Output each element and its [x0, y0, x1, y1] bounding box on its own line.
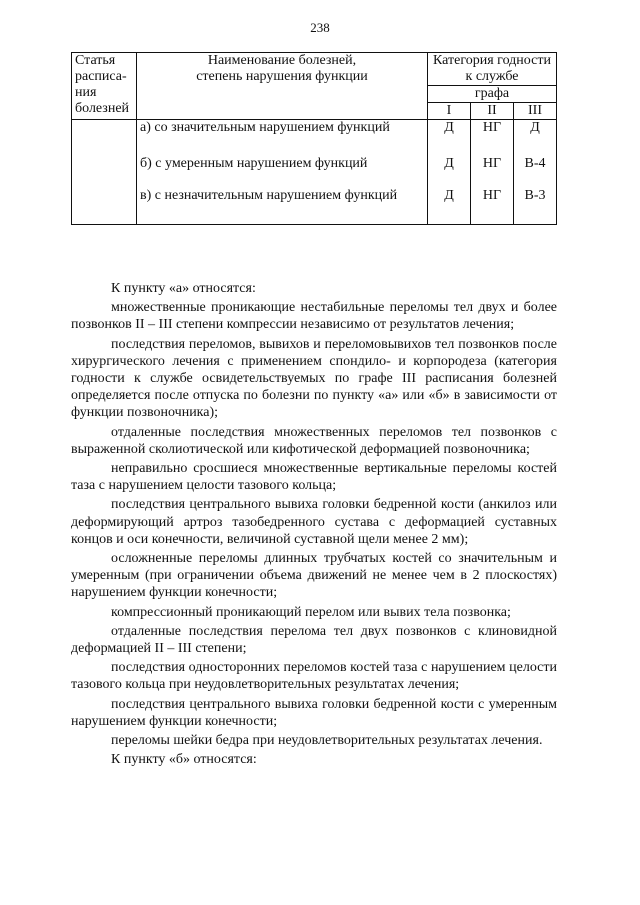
- header-col-3: III: [514, 103, 557, 120]
- paragraph: последствия односторонних переломов костей таза с нарушением целости тазового кольца при неудовлетворительных результатах лечения;: [71, 660, 557, 693]
- paragraph: неправильно сросшиеся множественные вертикальные переломы костей таза с нарушением целости тазового кольца;: [71, 461, 557, 494]
- header-category-line1: Категория годности: [433, 53, 551, 68]
- page-number: 238: [310, 20, 330, 35]
- row-c-col3: В-3: [524, 188, 546, 203]
- paragraph: отдаленные последствия множественных переломов тел позвонков с выраженной сколиотической или кифотической деформацией позвоночника;: [71, 424, 557, 457]
- paragraph: последствия центрального вывиха головки бедренной кости с умеренным нарушением функции конечности;: [71, 696, 557, 729]
- row-c-col2: НГ: [482, 188, 502, 203]
- row-b-col1: Д: [444, 156, 454, 171]
- row-a-col3: Д: [530, 120, 540, 135]
- row-c-col1: Д: [444, 188, 454, 203]
- header-grafa: графа: [428, 86, 557, 103]
- paragraph: компрессионный проникающий перелом или вывих тела позвонка;: [111, 604, 511, 620]
- header-disease-name: [137, 53, 428, 120]
- row-a-col2: НГ: [482, 120, 502, 135]
- row-a-col1: Д: [444, 120, 454, 135]
- row-b-col2: НГ: [482, 156, 502, 171]
- paragraph: последствия центрального вывиха головки бедренной кости (анкилоз или деформирующий артроз тазобедренного сустава с деформацией суставных концов и оси конечности, величиной суставной щели менее 2 мм);: [71, 497, 557, 547]
- col-2-values: [471, 120, 514, 225]
- article-cell: [72, 120, 137, 225]
- header-category-line2: к службе: [465, 69, 519, 84]
- row-b-text: б) с умеренным нарушением функций: [140, 156, 368, 171]
- header-col-1: I: [428, 103, 471, 120]
- paragraph-heading-b: К пункту «б» относятся:: [111, 752, 257, 768]
- header-category: [428, 53, 557, 86]
- body-text: [71, 280, 557, 768]
- col-1-values: [428, 120, 471, 225]
- row-a-text: а) со значительным нарушением функций: [140, 120, 390, 135]
- paragraph: отдаленные последствия перелома тел двух позвонков с клиновидной деформацией II – III степени;: [71, 623, 557, 657]
- paragraph: множественные проникающие нестабильные переломы тел двух и более позвонков II – III степени компрессии независимо от результатов лечения;: [71, 300, 557, 333]
- paragraph: осложненные переломы длинных трубчатых костей со значительным и умеренным (при ограничении объема движений не менее чем в 2 плоскостях) нарушением функции конечности;: [71, 551, 557, 601]
- header-col-2: II: [471, 103, 514, 120]
- paragraph: переломы шейки бедра при неудовлетворительных результатах лечения.: [111, 733, 543, 749]
- paragraph: последствия переломов, вывихов и переломовывихов тел позвонков после хирургического лечения с применением спондило- и корпородеза (категория годности к службе освидетельствуемых по графе III расписания болезней определяется после отпуска по болезни по пункту «а» или «б» в зависимости от функции позвоночника);: [71, 336, 557, 421]
- row-c-text: в) с незначительным нарушением функций: [140, 188, 398, 203]
- disease-cell: [137, 120, 428, 225]
- header-disease-line2: степень нарушения функции: [196, 69, 368, 84]
- header-disease-line1: Наименование болезней,: [207, 53, 357, 68]
- header-article: Статья расписа-ния болезней: [72, 53, 137, 120]
- row-b-col3: В-4: [524, 156, 546, 171]
- col-3-values: [514, 120, 557, 225]
- paragraph-heading-a: К пункту «а» относятся:: [111, 281, 256, 296]
- schedule-table: [71, 52, 557, 225]
